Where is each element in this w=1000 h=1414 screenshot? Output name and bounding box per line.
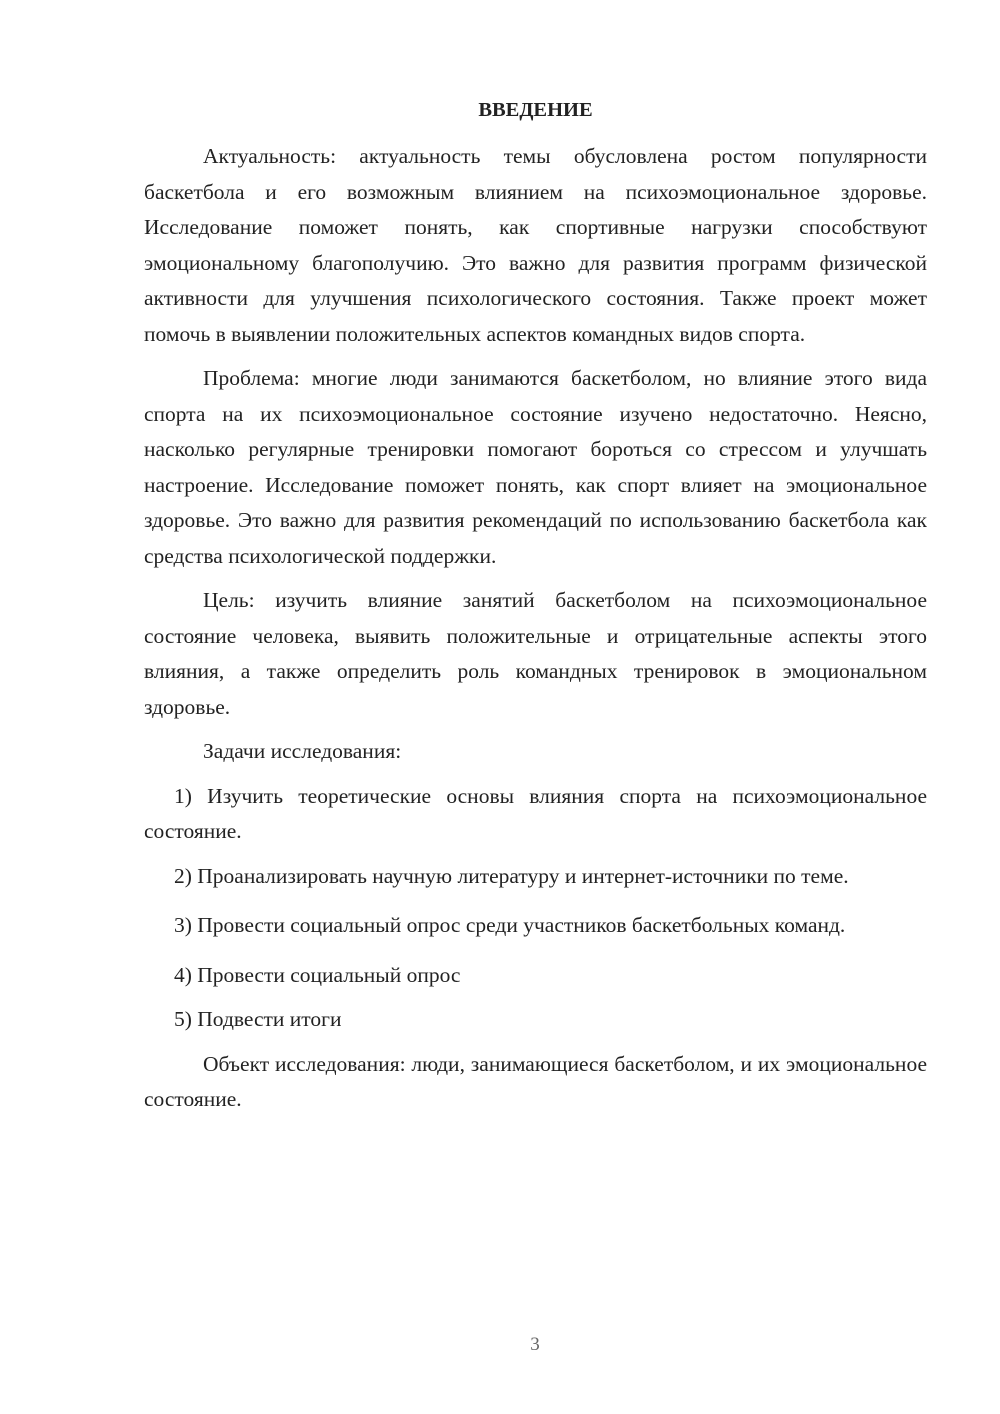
problem-paragraph: Проблема: многие люди занимаются баскетболом, но влияние этого вида спорта на их психоэмоциональное состояние изучено недостаточно. Неясно, насколько регулярные тренировки помогают бороться со стрессом и улучшать настроение. Исследование поможет понять, как спорт влияет на эмоциональное здоровье. Это важно для развития рекомендаций по использованию баскетбола как средства психологической поддержки. [144,366,927,568]
task-item-4: 4) Провести социальный опрос [174,962,461,987]
page-content [144,96,927,1127]
task-item-5: 5) Подвести итоги [174,1007,342,1031]
page-number: 3 [530,1334,540,1355]
object-paragraph: Объект исследования: люди, занимающиеся баскетболом, и их эмоциональное состояние. [144,1051,927,1111]
task-item-1: 1) Изучить теоретические основы влияния спорта на психоэмоциональное состояние. [144,783,927,843]
task-item-2: 2) Проанализировать научную литературу и интернет-источники по теме. [174,863,849,888]
tasks-heading: Задачи исследования: [203,739,402,763]
task-item-3: 3) Провести социальный опрос среди участников баскетбольных команд. [174,913,846,937]
page-title: ВВЕДЕНИЕ [478,99,593,121]
relevance-paragraph: Актуальность: актуальность темы обусловлена ростом популярности баскетбола и его возможным влиянием на психоэмоциональное здоровье. Исследование поможет понять, как спортивные нагрузки способствуют эмоциональному благополучию. Это важно для развития программ физической активности для улучшения психологического состояния. Также проект может помочь в выявлении положительных аспектов командных видов спорта. [144,144,927,346]
goal-paragraph: Цель: изучить влияние занятий баскетболом на психоэмоциональное состояние человека, выявить положительные и отрицательные аспекты этого влияния, а также определить роль командных тренировок в эмоциональном здоровье. [144,588,927,719]
